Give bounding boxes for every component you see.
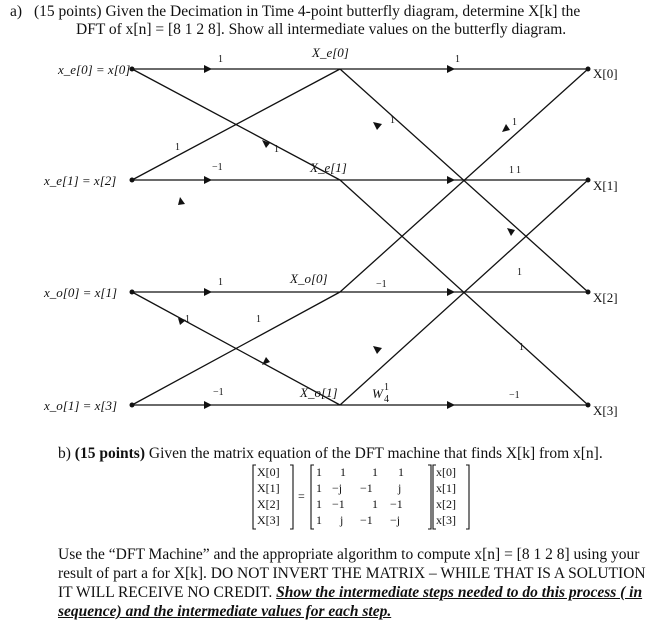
- rhs-3: x[3]: [436, 513, 456, 527]
- instructions-line2: result of part a for X[k]. DO NOT INVERT THE MATRIX – WHILE THAT IS A SOLUTION: [58, 565, 646, 582]
- lhs-1: X[1]: [257, 481, 280, 495]
- weight-neg-one: −1: [212, 162, 223, 173]
- input-label-1: x_e[1] = x[2]: [44, 173, 117, 188]
- dft-matrix-equation: [252, 462, 472, 532]
- equals-sign: =: [298, 489, 305, 503]
- weight-one: 1: [390, 115, 395, 126]
- intermediate-label-2: X_o[0]: [290, 271, 328, 286]
- output-label-0: X[0]: [593, 66, 618, 81]
- part-a-line2: DFT of x[n] = [8 1 2 8]. Show all intermediate values on the butterfly diagram.: [76, 21, 567, 38]
- m-2-0: 1: [316, 497, 322, 511]
- weight-one: 1: [218, 277, 223, 288]
- m-3-3: −j: [390, 513, 401, 527]
- output-label-2: X[2]: [593, 290, 618, 305]
- lhs-3: X[3]: [257, 513, 280, 527]
- weight-one: 1: [512, 117, 517, 128]
- m-3-0: 1: [316, 513, 322, 527]
- weight-one: 1: [185, 314, 190, 325]
- m-1-0: 1: [316, 481, 322, 495]
- twiddle-sup: 1: [384, 382, 389, 393]
- input-label-2: x_o[0] = x[1]: [44, 285, 118, 300]
- weight-one: 1: [519, 342, 524, 353]
- instructions-line1: Use the “DFT Machine” and the appropriate algorithm to compute x[n] = [8 1 2 8] using your: [58, 546, 640, 563]
- m-0-1: 1: [340, 465, 346, 479]
- rhs-1: x[1]: [436, 481, 456, 495]
- m-2-2: 1: [372, 497, 378, 511]
- instructions-line3: IT WILL RECEIVE NO CREDIT.: [58, 584, 277, 601]
- weight-one: 1: [455, 54, 460, 65]
- weight-neg-one: −1: [213, 387, 224, 398]
- weight-one: 1: [517, 267, 522, 278]
- twiddle-sub: 4: [384, 394, 389, 405]
- lhs-0: X[0]: [257, 465, 280, 479]
- part-b-text: Given the matrix equation of the DFT machine that finds X[k] from x[n].: [145, 445, 603, 462]
- rhs-0: x[0]: [436, 465, 456, 479]
- m-2-3: −1: [390, 497, 403, 511]
- m-0-2: 1: [372, 465, 378, 479]
- m-1-1: −j: [332, 481, 343, 495]
- part-a-line1: (15 points) Given the Decimation in Time 4-point butterfly diagram, determine X[k] the: [34, 3, 581, 20]
- instructions-emphasis-1: Show the intermediate steps needed to do this process ( in: [276, 584, 643, 601]
- output-label-3: X[3]: [593, 403, 618, 418]
- intermediate-label-0: X_e[0]: [312, 45, 349, 60]
- twiddle-w: W: [372, 386, 383, 401]
- intermediate-label-3: X_o[1]: [300, 385, 338, 400]
- weight-one: 1: [256, 314, 261, 325]
- input-label-3: x_o[1] = x[3]: [44, 398, 118, 413]
- weight-one: 1: [218, 54, 223, 65]
- weight-one: 1: [516, 165, 521, 176]
- m-3-1: j: [340, 513, 344, 527]
- part-b-points: (15 points): [74, 445, 145, 462]
- weight-neg-one: −1: [509, 390, 520, 401]
- twiddle-factor: [372, 382, 389, 405]
- part-b-label: b): [58, 445, 71, 462]
- instructions-emphasis-2: sequence) and the intermediate values for each step.: [58, 603, 392, 620]
- m-3-2: −1: [360, 513, 373, 527]
- part-a-label: a): [10, 3, 23, 20]
- weight-one: 1: [175, 142, 180, 153]
- weight-one: 1: [509, 165, 514, 176]
- m-1-2: −1: [360, 481, 373, 495]
- input-label-0: x_e[0] = x[0]: [58, 62, 131, 77]
- weight-neg-one: −1: [376, 279, 387, 290]
- m-2-1: −1: [332, 497, 345, 511]
- part-b-question: [58, 444, 648, 463]
- rhs-2: x[2]: [436, 497, 456, 511]
- m-0-0: 1: [316, 465, 322, 479]
- instructions-paragraph: [58, 545, 653, 621]
- intermediate-label-1: X_e[1]: [310, 160, 347, 175]
- lhs-2: X[2]: [257, 497, 280, 511]
- output-label-1: X[1]: [593, 178, 618, 193]
- m-0-3: 1: [398, 465, 404, 479]
- m-1-3: j: [398, 481, 402, 495]
- weight-one: 1: [274, 144, 279, 155]
